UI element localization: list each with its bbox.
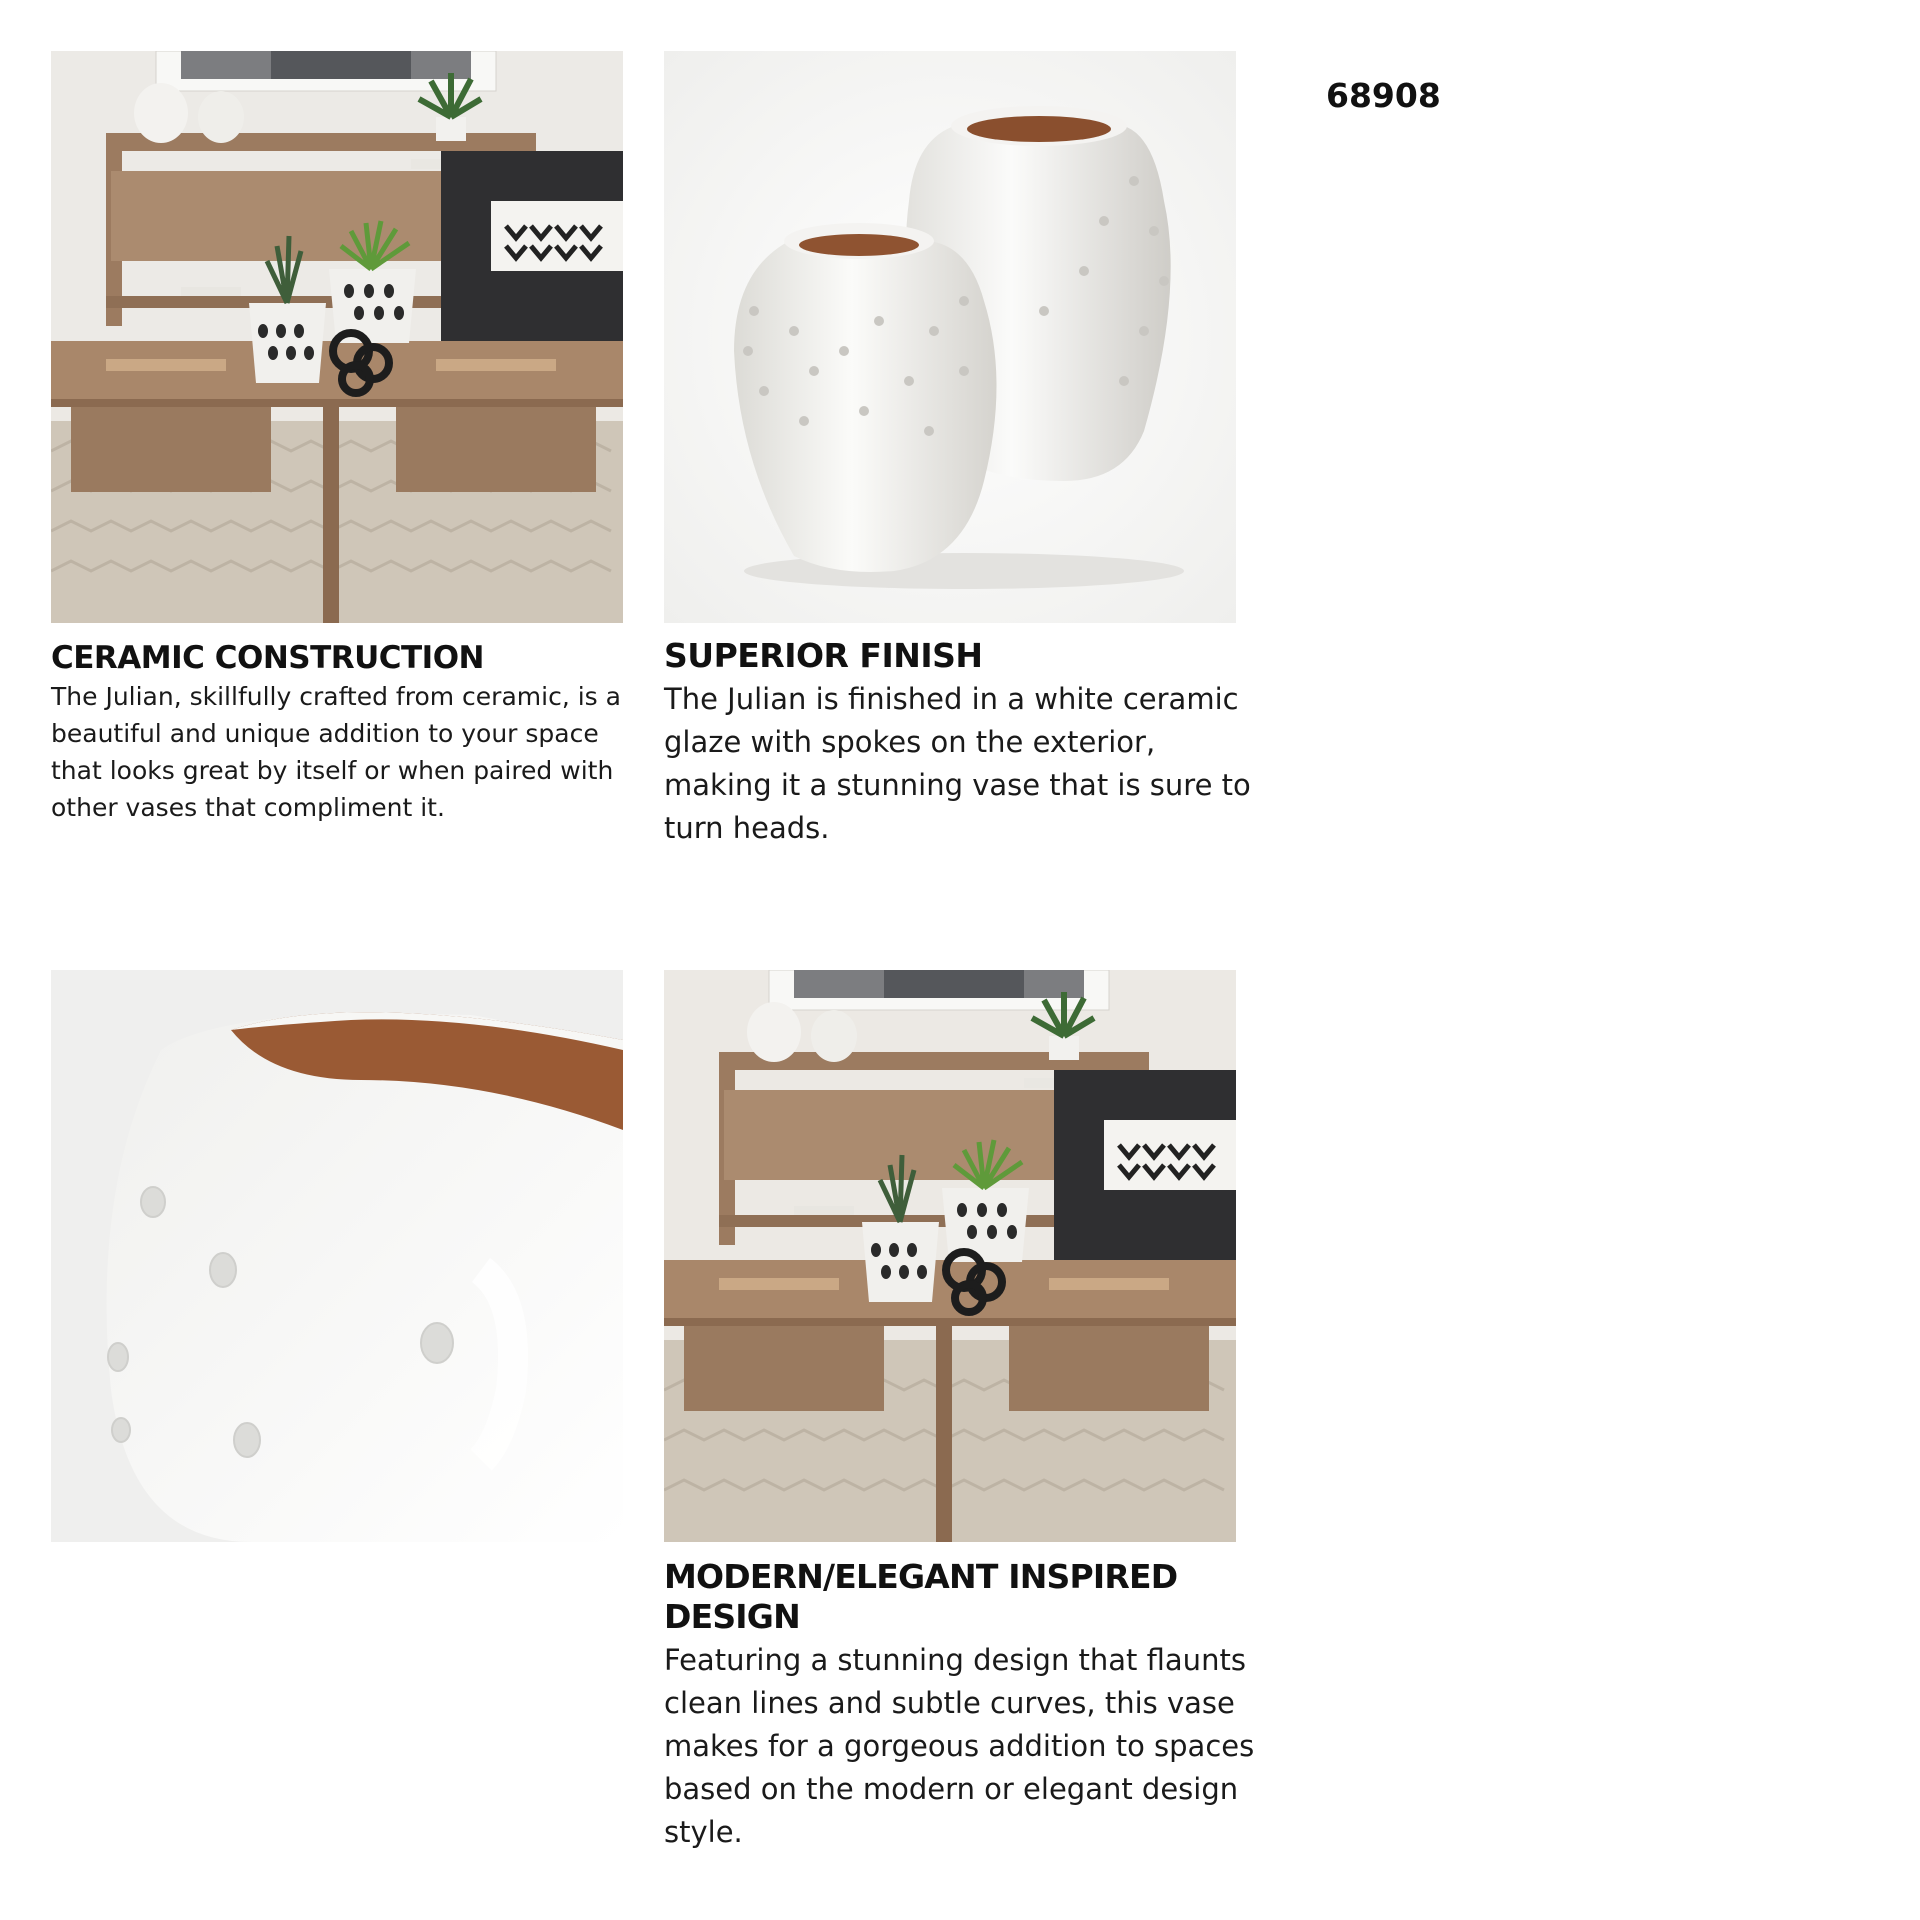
two-vases	[664, 51, 1236, 623]
feature-superior-finish	[664, 636, 1264, 850]
product-sku: 68908	[1326, 76, 1441, 115]
feature-description: Featuring a stunning design that flaunts clean lines and subtle curves, this vase makes for a gorgeous addition to spaces based on the modern or elegant design style.	[664, 1643, 1255, 1849]
product-photo-pair	[664, 51, 1236, 623]
lifestyle-photo	[51, 51, 623, 623]
lifestyle-photo-2	[664, 970, 1236, 1542]
living-room-scene-2	[664, 970, 1236, 1542]
feature-title: MODERN/ELEGANT INSPIRED DESIGN	[664, 1557, 1178, 1636]
living-room-scene	[51, 51, 623, 623]
feature-title: CERAMIC CONSTRUCTION	[51, 640, 485, 676]
feature-title: SUPERIOR FINISH	[664, 636, 983, 675]
feature-ceramic-construction	[51, 640, 641, 826]
feature-description: The Julian, skillfully crafted from ceramic, is a beautiful and unique addition to your space that looks great by itself or when paired with other vases that compliment it.	[51, 682, 621, 822]
vase-closeup	[51, 970, 623, 1542]
feature-modern-elegant-design	[664, 1557, 1304, 1854]
feature-description: The Julian is finished in a white ceramic glaze with spokes on the exterior, making it a stunning vase that is sure to turn heads.	[664, 682, 1251, 845]
closeup-photo	[51, 970, 623, 1542]
